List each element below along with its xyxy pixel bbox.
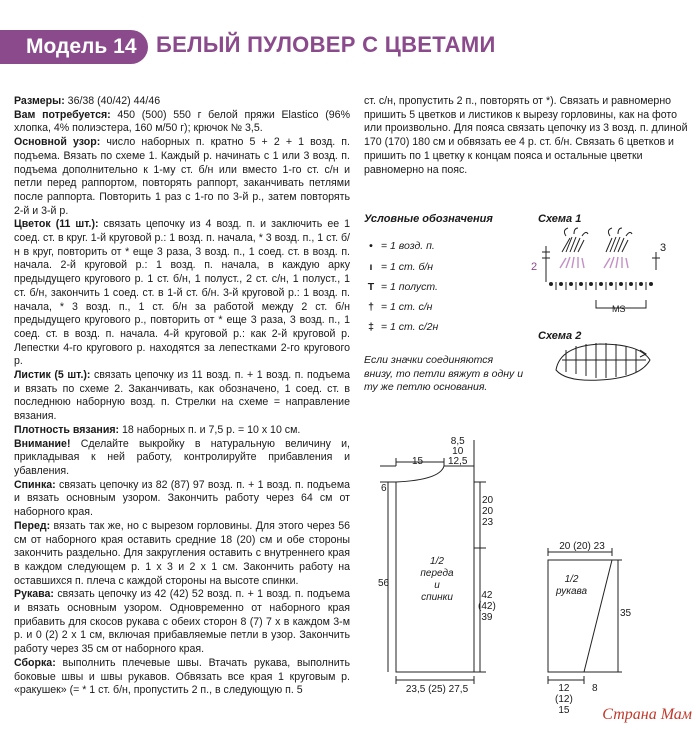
scheme1-row-2-label: 2 bbox=[531, 261, 538, 273]
body-piece-name: 1/2 переда и спинки bbox=[420, 556, 454, 603]
legend-item-hdc: T = 1 полуст. bbox=[364, 281, 438, 293]
legend-title: Условные обозначения bbox=[364, 213, 493, 225]
watermark-logo: Страна Мам bbox=[602, 706, 692, 723]
paragraph-gauge: Плотность вязания: 18 наборных п. и 7,5 р. = 10 х 10 см. bbox=[14, 423, 301, 436]
scheme1-row3-fans bbox=[562, 228, 632, 252]
body-shoulder-width: 8,5 10 12,5 bbox=[448, 436, 468, 467]
body-bottom-width: 23,5 (25) 27,5 bbox=[405, 684, 469, 695]
legend-item-dc: † = 1 ст. с/н bbox=[364, 301, 432, 313]
legend-note: Если значки соединяются внизу, то петли вяжут в одну и ту же петлю основания. bbox=[364, 354, 524, 393]
sleeve-bottom-width: 12 (12) 15 bbox=[555, 683, 573, 716]
scheme1-rapport-label: MS bbox=[612, 304, 626, 314]
paragraph-attention: Внимание! Сделайте выкройку в натуральную величину и, прикладывая к ней работу, контролируйте прибавления и убавления. bbox=[14, 437, 350, 477]
scheme2-label: Схема 2 bbox=[538, 330, 582, 342]
scheme1-row2-marks bbox=[560, 257, 628, 268]
sleeve-pattern bbox=[548, 548, 622, 684]
treble-crochet-symbol: ‡ bbox=[368, 321, 374, 333]
sleeve-piece-name: 1/2 рукава bbox=[556, 574, 588, 597]
paragraph-assembly: Сборка: выполнить плечевые швы. Втачать рукава, выполнить боковые швы и швы рукавов. Обвязать все края 1 круговым р. «ракушек» (= * 1 ст. б/н, пропустить 2 п., в следующую п. 5 bbox=[14, 656, 350, 697]
legend-item-tr: ‡ = 1 ст. с/2н bbox=[364, 321, 438, 333]
half-double-crochet-symbol: T bbox=[367, 281, 375, 293]
sleeve-height: 35 bbox=[620, 608, 632, 619]
chain-stitch-symbol: • bbox=[369, 240, 373, 252]
legend-item-sc: ı = 1 ст. б/н bbox=[364, 261, 433, 273]
double-crochet-symbol: † bbox=[368, 301, 374, 313]
body-total-height: 56 bbox=[378, 578, 390, 589]
paragraph-flower: Цветок (11 шт.): связать цепочку из 4 возд. п. и заключить ее 1 соед. ст. в круг. 1-й круговой р.: 1 возд. п. начала, * 3 возд. п., 1 ст. б/н в круг, повторить от * еще 3 раза, 3 возд. п., 1 соед. ст. в возд. п. начала. 2-й круговой р.: 1 возд. п. начала, в каждую арку предыдущего кругового р. 1 ст. б/н, 1 полуст., 2 ст. с/н, 1 полуст., 1 ст. б/н, закончить 1 соед. ст. в 1-й ст. б/н. 3-й круговой р.: 1 возд. п. начала, * 3 возд. п., 1 ст. б/н за работой между 2 ст. б/н предыдущего кругового р., повторить от * еще 3 раза, 3 возд. п., 1 соед. ст. в возд. п. начала. 4-й круговой р.: как 2-й круговой р. Лепестки 4-го кругового р. находятся за лепестками 2-го кругового р. bbox=[14, 218, 350, 368]
paragraph-main-pattern: Основной узор: число наборных п. кратно 5 + 2 + 1 возд. п. подъема. Вязать по схеме 1. Каждый р. начинать с 1 или 3 возд. п. подъема дополнительно к 1-му ст. б/н или вместо 1-го ст. с/н и петли перед раппортом, повторять раппорт, заканчивать петлями после раппорта. Повторить 1 раз с 1-го по 3-й р., затем повторять 2-й и 3-й р. bbox=[14, 136, 350, 217]
scheme2-leaf-diagram bbox=[556, 343, 650, 380]
sleeve-bottom-right: 8 bbox=[592, 683, 598, 694]
paragraph-assembly-continued: ст. с/н, пропустить 2 п., повторять от *). Связать и равномерно пришить 5 цветков и листиков к вырезу горловины, как на фото или произвольно. Для пояса связать цепочку из 3 возд. п. длиной 170 (170) 180 см и обвязать ее 4 р. ст. б/н. Связать 6 цветков и пришить по 1 цветку к концам пояса и остальные цветки равномерно на пояс. bbox=[364, 95, 688, 176]
paragraph-leaf: Листик (5 шт.): связать цепочку из 11 возд. п. + 1 возд. п. подъема и вязать по схеме 2. Заканчивать, как обозначено, 1 соед. ст. в последнюю наборную возд. п. Стрелки на схеме = направление вязания. bbox=[14, 369, 351, 423]
body-neck-depth: 6 bbox=[381, 483, 387, 494]
body-neck-width: 15 bbox=[412, 456, 424, 467]
paragraph-front: Перед: вязать так же, но с вырезом горловины. Для этого через 56 см от наборного края оставить средние 18 (20) см и обе стороны закончить раздельно. Для закругления оставить с внутреннего края в каждом следующем р. 1 х 3 и 2 х 1 см. Закончить работу на оставшихся п. плеча с каждой стороны на высоте спинки. bbox=[14, 519, 350, 587]
paragraph-sizes: Размеры: 36/38 (40/42) 44/46 bbox=[14, 95, 161, 107]
scheme1-base-row bbox=[542, 246, 660, 308]
body-side-height: 42 (42) 39 bbox=[478, 590, 496, 623]
legend-item-chain: • = 1 возд. п. bbox=[364, 240, 435, 252]
sleeve-top-width: 20 (20) 23 bbox=[559, 541, 605, 552]
page-title: БЕЛЫЙ ПУЛОВЕР С ЦВЕТАМИ bbox=[156, 32, 496, 57]
paragraph-materials: Вам потребуется: 450 (500) 550 г белой пряжи Elastico (96% хлопка, 4% полиэстера, 160 м/50 г); крючок № 3,5. bbox=[14, 108, 350, 135]
model-label: Модель 14 bbox=[0, 30, 148, 64]
single-crochet-symbol: ı bbox=[369, 261, 373, 273]
scheme1-chain-dots bbox=[549, 282, 653, 286]
paragraph-sleeves: Рукава: связать цепочку из 42 (42) 52 возд. п. + 1 возд. п. подъема и вязать основным узором. Одновременно от наборного края прибавить для скосов рукава с обеих сторон 8 (7) 7 х в каждом 3-м р. и 0 (2) 2 х 1 см, включая прибавляемые петли в узор. Закончить работу через 35 см от наборного края. bbox=[14, 588, 350, 656]
scheme1-row-3-label: 3 bbox=[660, 242, 667, 254]
scheme1-diagram bbox=[542, 228, 660, 308]
body-armhole-height: 20 20 23 bbox=[482, 495, 494, 528]
scheme1-label: Схема 1 bbox=[538, 213, 582, 225]
paragraph-back: Спинка: связать цепочку из 82 (87) 97 возд. п. + 1 возд. п. подъема и вязать основным узором. Закончить работу через 64 см от наборного края. bbox=[14, 478, 350, 519]
